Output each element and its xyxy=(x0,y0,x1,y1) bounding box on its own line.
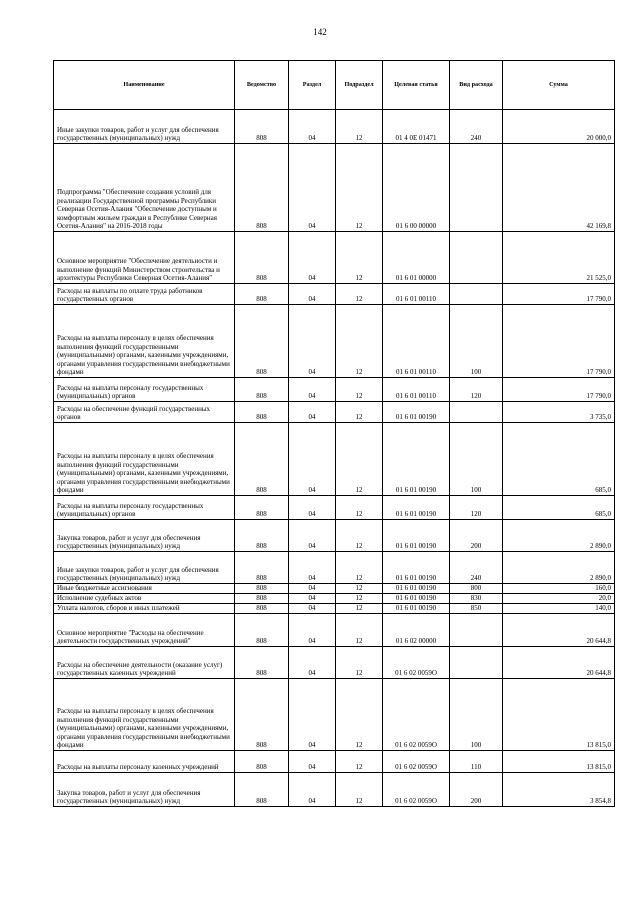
row-target-article: 01 6 01 00110 xyxy=(383,305,450,378)
row-department: 808 xyxy=(235,305,289,378)
table-row xyxy=(54,144,615,232)
row-department: 808 xyxy=(235,144,289,232)
row-section: 04 xyxy=(289,378,336,402)
row-expense-type: 120 xyxy=(450,378,503,402)
table-body xyxy=(54,110,615,807)
row-expense-type: 100 xyxy=(450,305,503,378)
row-section: 04 xyxy=(289,496,336,520)
row-name: Расходы на выплаты персоналу в целях обеспечения выполнения функций государственными (муниципальными) органами, казенными учреждениями, органами управления государственными внебюджетными фондами xyxy=(54,679,235,751)
row-department: 808 xyxy=(235,751,289,773)
row-sum: 140,0 xyxy=(503,604,615,614)
row-name: Иные закупки товаров, работ и услуг для обеспечения государственных (муниципальных) нужд xyxy=(54,552,235,584)
row-section: 04 xyxy=(289,232,336,284)
row-name: Закупка товаров, работ и услуг для обеспечения государственных (муниципальных) нужд xyxy=(54,773,235,807)
row-name: Основное мероприятие "Расходы на обеспечение деятельности государственных учреждений" xyxy=(54,614,235,647)
row-name: Иные закупки товаров, работ и услуг для обеспечения государственных (муниципальных) нужд xyxy=(54,110,235,144)
row-department: 808 xyxy=(235,647,289,679)
row-section: 04 xyxy=(289,647,336,679)
row-name: Расходы на обеспечение функций государственных органов xyxy=(54,402,235,423)
row-department: 808 xyxy=(235,773,289,807)
row-name: Расходы на обеспечение деятельности (оказание услуг) государственных казенных учреждений xyxy=(54,647,235,679)
row-target-article: 01 6 01 00190 xyxy=(383,594,450,604)
row-target-article: 01 6 01 00110 xyxy=(383,378,450,402)
row-expense-type: 240 xyxy=(450,110,503,144)
row-target-article: 01 6 00 00000 xyxy=(383,144,450,232)
row-expense-type: 800 xyxy=(450,584,503,594)
table-row xyxy=(54,594,615,604)
header-target-article: Целевая статья xyxy=(383,61,450,110)
row-subsection: 12 xyxy=(336,594,383,604)
row-target-article: 01 6 01 00000 xyxy=(383,232,450,284)
row-section: 04 xyxy=(289,594,336,604)
row-subsection: 12 xyxy=(336,305,383,378)
row-section: 04 xyxy=(289,604,336,614)
row-subsection: 12 xyxy=(336,284,383,305)
row-subsection: 12 xyxy=(336,110,383,144)
row-sum: 17 790,0 xyxy=(503,284,615,305)
row-expense-type: 100 xyxy=(450,679,503,751)
row-name: Закупка товаров, работ и услуг для обеспечения государственных (муниципальных) нужд xyxy=(54,520,235,552)
row-department: 808 xyxy=(235,378,289,402)
row-name: Расходы на выплаты персоналу казенных учреждений xyxy=(54,751,235,773)
row-department: 808 xyxy=(235,284,289,305)
row-name: Иные бюджетные ассигнования xyxy=(54,584,235,594)
table-row xyxy=(54,552,615,584)
table-row xyxy=(54,520,615,552)
row-sum: 13 815,0 xyxy=(503,751,615,773)
row-subsection: 12 xyxy=(336,751,383,773)
row-section: 04 xyxy=(289,402,336,423)
row-name: Расходы на выплаты персоналу государственных (муниципальных) органов xyxy=(54,378,235,402)
table-row xyxy=(54,647,615,679)
row-section: 04 xyxy=(289,423,336,496)
row-sum: 160,0 xyxy=(503,584,615,594)
row-department: 808 xyxy=(235,496,289,520)
table-row xyxy=(54,402,615,423)
table-row xyxy=(54,496,615,520)
header-section: Раздел xyxy=(289,61,336,110)
row-subsection: 12 xyxy=(336,647,383,679)
table-row xyxy=(54,284,615,305)
row-sum: 17 790,0 xyxy=(503,378,615,402)
header-name: Наименование xyxy=(54,61,235,110)
row-name: Расходы на выплаты персоналу государственных (муниципальных) органов xyxy=(54,496,235,520)
row-sum: 2 890,0 xyxy=(503,552,615,584)
row-sum: 3 854,8 xyxy=(503,773,615,807)
row-expense-type xyxy=(450,232,503,284)
header-subsection: Подраздел xyxy=(336,61,383,110)
header-expense-type: Вид расхода xyxy=(450,61,503,110)
row-subsection: 12 xyxy=(336,604,383,614)
row-section: 04 xyxy=(289,520,336,552)
row-section: 04 xyxy=(289,614,336,647)
row-expense-type: 240 xyxy=(450,552,503,584)
row-section: 04 xyxy=(289,305,336,378)
row-sum: 17 790,0 xyxy=(503,305,615,378)
row-subsection: 12 xyxy=(336,144,383,232)
table-row xyxy=(54,614,615,647)
row-expense-type: 200 xyxy=(450,773,503,807)
row-sum: 21 525,0 xyxy=(503,232,615,284)
row-target-article: 01 6 01 00190 xyxy=(383,604,450,614)
header-department: Ведомство xyxy=(235,61,289,110)
row-section: 04 xyxy=(289,552,336,584)
table-row xyxy=(54,110,615,144)
row-target-article: 01 6 02 0059О xyxy=(383,679,450,751)
row-name: Подпрограмма "Обеспечение создания условий для реализации Государственной программы Республики Северная Осетия-Алания "Обеспечение доступным и комфортным жильем граждан в Республике Северная Осетия-Алания" на 2016-2018 годы xyxy=(54,144,235,232)
row-section: 04 xyxy=(289,751,336,773)
row-expense-type xyxy=(450,284,503,305)
row-subsection: 12 xyxy=(336,402,383,423)
row-target-article: 01 6 01 00190 xyxy=(383,496,450,520)
row-sum: 685,0 xyxy=(503,496,615,520)
row-target-article: 01 6 02 00000 xyxy=(383,614,450,647)
row-target-article: 01 6 01 00190 xyxy=(383,584,450,594)
table-row xyxy=(54,751,615,773)
row-department: 808 xyxy=(235,232,289,284)
row-department: 808 xyxy=(235,552,289,584)
row-name: Уплата налогов, сборов и иных платежей xyxy=(54,604,235,614)
row-department: 808 xyxy=(235,110,289,144)
row-expense-type: 120 xyxy=(450,496,503,520)
row-sum: 2 890,0 xyxy=(503,520,615,552)
row-sum: 42 169,8 xyxy=(503,144,615,232)
row-subsection: 12 xyxy=(336,584,383,594)
row-section: 04 xyxy=(289,584,336,594)
row-expense-type: 200 xyxy=(450,520,503,552)
table-row xyxy=(54,679,615,751)
row-expense-type: 830 xyxy=(450,594,503,604)
row-expense-type: 850 xyxy=(450,604,503,614)
table-row xyxy=(54,305,615,378)
row-expense-type xyxy=(450,647,503,679)
row-expense-type xyxy=(450,402,503,423)
table-row xyxy=(54,584,615,594)
row-subsection: 12 xyxy=(336,378,383,402)
row-subsection: 12 xyxy=(336,773,383,807)
row-name: Исполнение судебных актов xyxy=(54,594,235,604)
row-target-article: 01 6 01 00190 xyxy=(383,552,450,584)
row-department: 808 xyxy=(235,679,289,751)
row-subsection: 12 xyxy=(336,552,383,584)
row-name: Расходы на выплаты персоналу в целях обеспечения выполнения функций государственными (муниципальными) органами, казенными учреждениями, органами управления государственными внебюджетными фондами xyxy=(54,423,235,496)
row-subsection: 12 xyxy=(336,614,383,647)
row-department: 808 xyxy=(235,423,289,496)
row-department: 808 xyxy=(235,604,289,614)
row-department: 808 xyxy=(235,402,289,423)
row-target-article: 01 6 01 00190 xyxy=(383,402,450,423)
row-subsection: 12 xyxy=(336,232,383,284)
row-expense-type: 100 xyxy=(450,423,503,496)
table-header-row xyxy=(54,61,615,110)
row-target-article: 01 6 01 00190 xyxy=(383,520,450,552)
row-sum: 3 735,0 xyxy=(503,402,615,423)
row-target-article: 01 6 01 00190 xyxy=(383,423,450,496)
table-row xyxy=(54,232,615,284)
row-target-article: 01 6 02 0059О xyxy=(383,647,450,679)
table-row xyxy=(54,604,615,614)
row-section: 04 xyxy=(289,284,336,305)
row-name: Основное мероприятие "Обеспечение деятельности и выполнение функций Министерством строительства и архитектуры Республики Северная Осетия-Алания" xyxy=(54,232,235,284)
budget-table xyxy=(53,60,615,807)
table-row xyxy=(54,773,615,807)
row-sum: 685,0 xyxy=(503,423,615,496)
row-sum: 20,0 xyxy=(503,594,615,604)
row-target-article: 01 6 01 00110 xyxy=(383,284,450,305)
row-sum: 20 000,0 xyxy=(503,110,615,144)
row-department: 808 xyxy=(235,594,289,604)
row-section: 04 xyxy=(289,773,336,807)
row-expense-type xyxy=(450,144,503,232)
row-expense-type: 110 xyxy=(450,751,503,773)
row-subsection: 12 xyxy=(336,520,383,552)
row-subsection: 12 xyxy=(336,496,383,520)
row-subsection: 12 xyxy=(336,423,383,496)
row-section: 04 xyxy=(289,110,336,144)
page-number: 142 xyxy=(313,27,327,37)
table-row xyxy=(54,378,615,402)
row-target-article: 01 6 02 0059О xyxy=(383,751,450,773)
row-section: 04 xyxy=(289,679,336,751)
row-sum: 20 644,8 xyxy=(503,647,615,679)
row-department: 808 xyxy=(235,520,289,552)
row-expense-type xyxy=(450,614,503,647)
row-name: Расходы на выплаты персоналу в целях обеспечения выполнения функций государственными (муниципальными) органами, казенными учреждениями, органами управления государственными внебюджетными фондами xyxy=(54,305,235,378)
row-sum: 20 644,8 xyxy=(503,614,615,647)
table-row xyxy=(54,423,615,496)
row-name: Расходы на выплаты по оплате труда работников государственных органов xyxy=(54,284,235,305)
row-target-article: 01 4 0Е 01471 xyxy=(383,110,450,144)
row-sum: 13 815,0 xyxy=(503,679,615,751)
row-department: 808 xyxy=(235,614,289,647)
row-department: 808 xyxy=(235,584,289,594)
header-sum: Сумма xyxy=(503,61,615,110)
row-subsection: 12 xyxy=(336,679,383,751)
row-section: 04 xyxy=(289,144,336,232)
row-target-article: 01 6 02 0059О xyxy=(383,773,450,807)
